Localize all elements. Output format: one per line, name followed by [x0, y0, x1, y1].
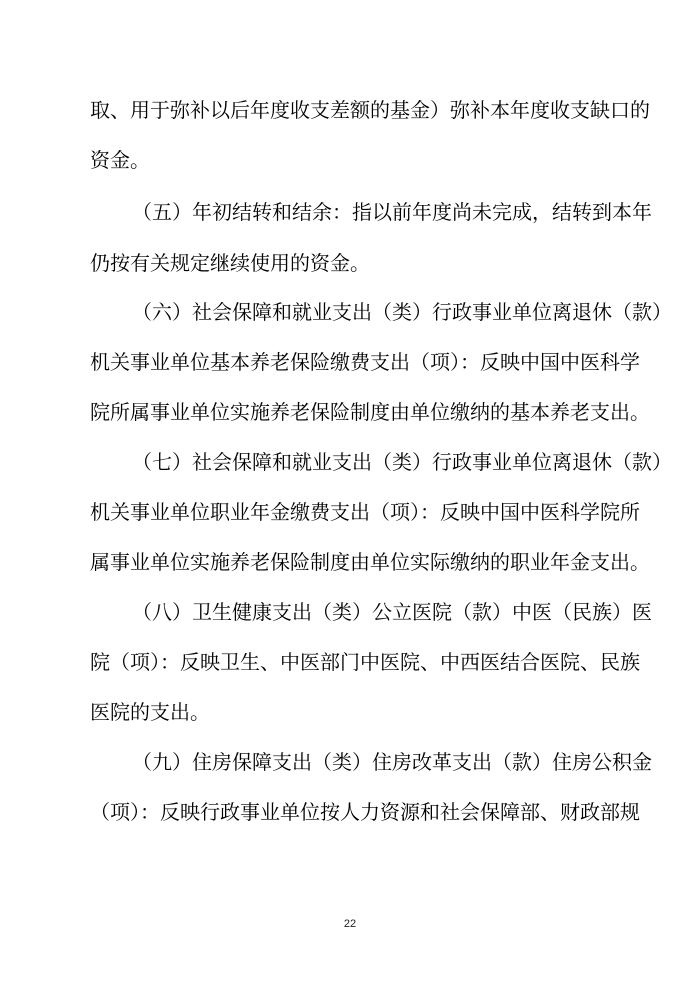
body-text-line: 属事业单位实施养老保险制度由单位实际缴纳的职业年金支出。	[90, 550, 650, 574]
body-text-line: 取、用于弥补以后年度收支差额的基金）弥补本年度收支缺口的	[90, 98, 650, 122]
body-text-line: 资金。	[90, 148, 150, 172]
body-text-line: 机关事业单位职业年金缴费支出（项）：反映中国中医科学院所	[90, 500, 640, 524]
paragraph-5-heading-line: （五）年初结转和结余：指以前年度尚未完成，结转到本年	[132, 200, 652, 224]
page-number: 22	[343, 918, 357, 930]
paragraph-9-heading-line: （九）住房保障支出（类）住房改革支出（款）住房公积金	[132, 750, 652, 774]
body-text-line: 医院的支出。	[90, 700, 210, 724]
body-text-line: 机关事业单位基本养老保险缴费支出（项）：反映中国中医科学	[90, 350, 640, 374]
body-text-line: 仍按有关规定继续使用的资金。	[90, 251, 370, 275]
body-text-line: （项）：反映行政事业单位按人力资源和社会保障部、财政部规	[90, 800, 640, 824]
paragraph-6-heading-line: （六）社会保障和就业支出（类）行政事业单位离退休（款）	[132, 300, 672, 324]
paragraph-8-heading-line: （八）卫生健康支出（类）公立医院（款）中医（民族）医	[132, 600, 652, 624]
body-text-line: 院所属事业单位实施养老保险制度由单位缴纳的基本养老支出。	[90, 400, 650, 424]
paragraph-7-heading-line: （七）社会保障和就业支出（类）行政事业单位离退休（款）	[132, 450, 672, 474]
body-text-line: 院（项）：反映卫生、中医部门中医院、中西医结合医院、民族	[90, 650, 640, 674]
